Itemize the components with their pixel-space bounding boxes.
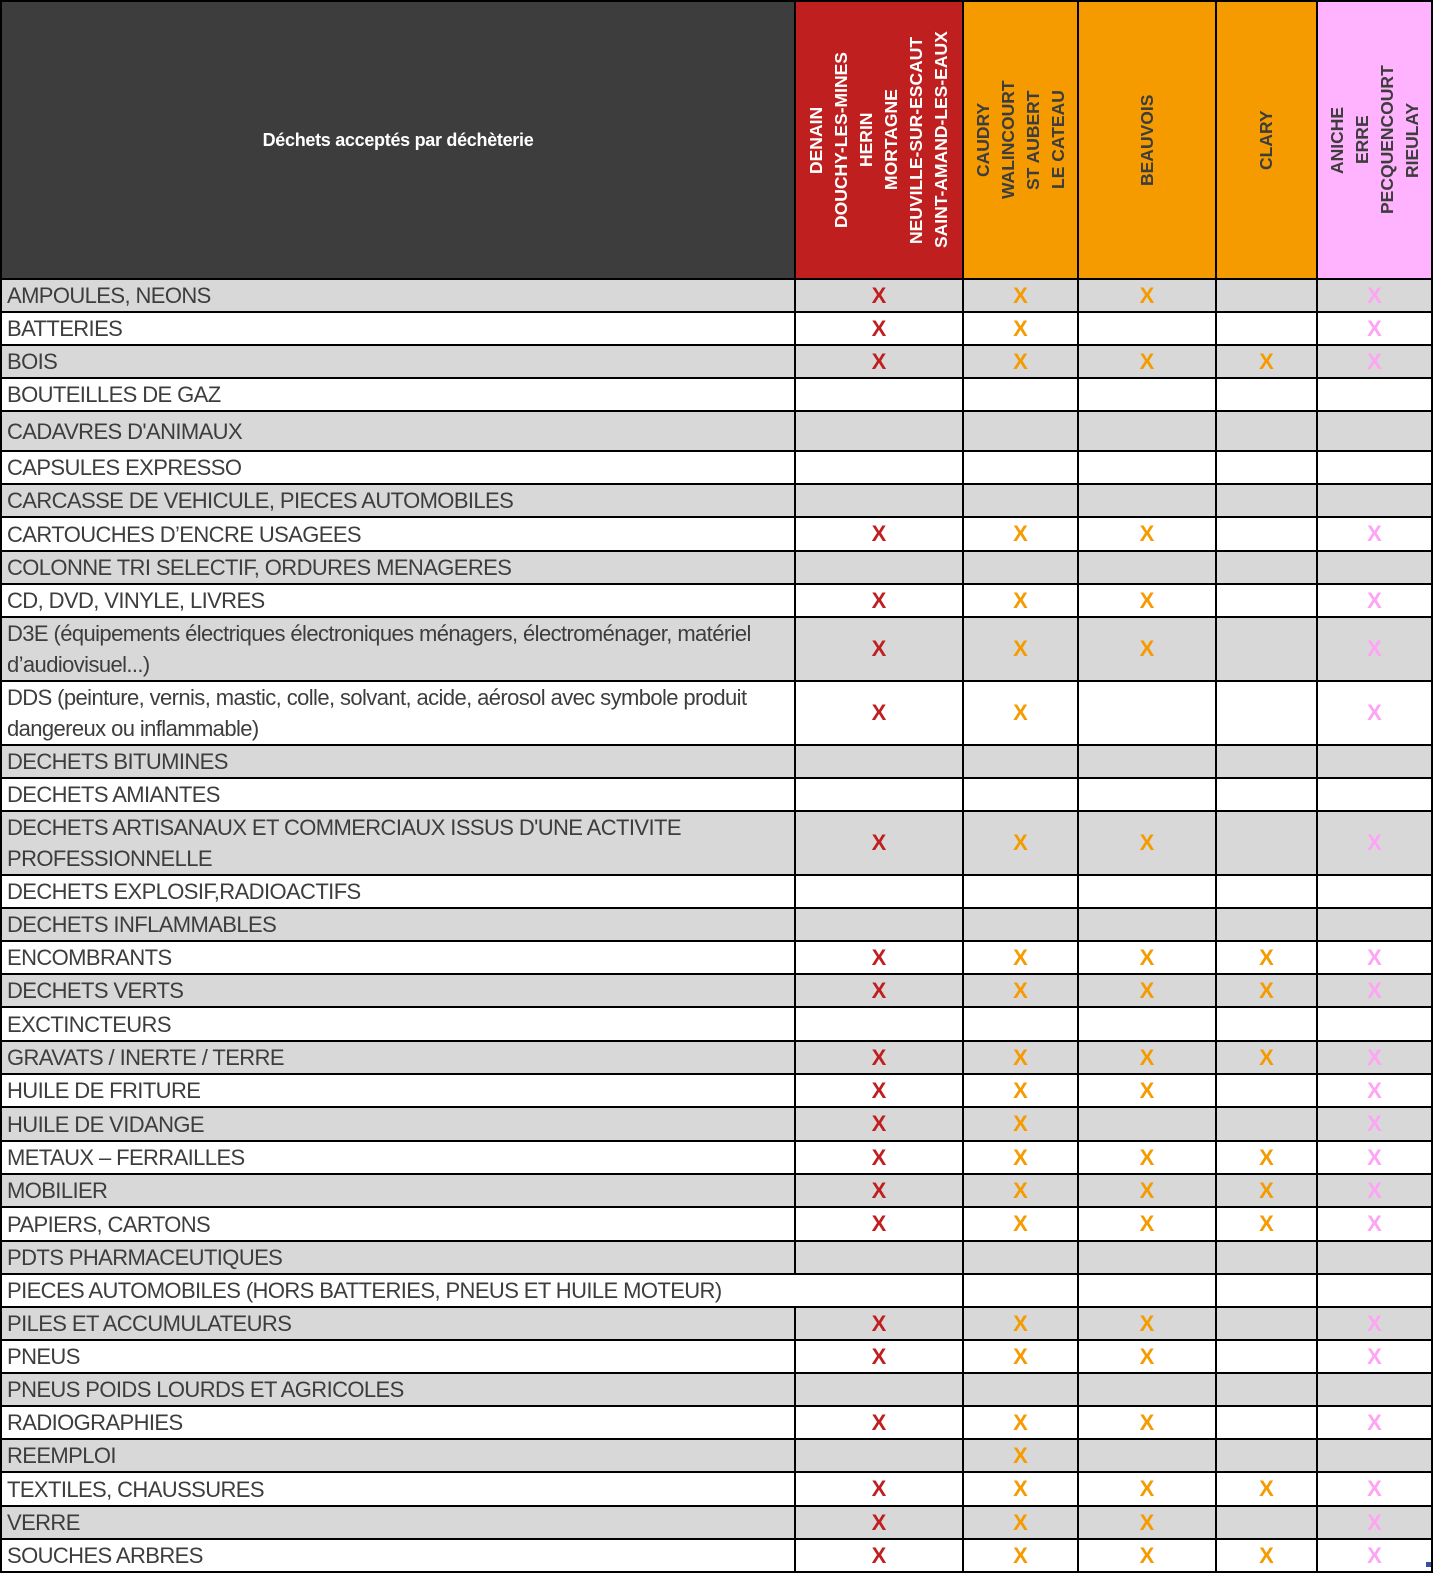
acceptance-mark: X <box>1317 1307 1432 1340</box>
acceptance-mark <box>1216 1307 1317 1340</box>
acceptance-mark <box>1317 411 1432 451</box>
acceptance-mark <box>1078 908 1216 941</box>
acceptance-mark <box>1317 451 1432 484</box>
waste-type-label: PNEUS POIDS LOURDS ET AGRICOLES <box>1 1373 795 1406</box>
acceptance-mark: X <box>1078 517 1216 551</box>
table-row <box>1 312 1432 345</box>
table-row <box>1 517 1432 551</box>
acceptance-mark: X <box>795 974 963 1007</box>
table-row <box>1 681 1432 745</box>
acceptance-mark: X <box>1078 1074 1216 1107</box>
acceptance-mark: X <box>1317 811 1432 875</box>
acceptance-mark <box>963 1007 1078 1041</box>
acceptance-mark <box>1078 312 1216 345</box>
acceptance-mark <box>1078 1007 1216 1041</box>
acceptance-mark <box>1078 778 1216 811</box>
acceptance-mark: X <box>963 1340 1078 1373</box>
acceptance-mark: X <box>795 1141 963 1174</box>
site-name: ANICHE ERRE PECQUENCOURT RIEULAY <box>1326 65 1422 215</box>
acceptance-mark: X <box>1078 1207 1216 1241</box>
table-row <box>1 778 1432 811</box>
acceptance-mark <box>963 411 1078 451</box>
acceptance-mark <box>795 908 963 941</box>
acceptance-mark <box>1216 1241 1317 1274</box>
acceptance-mark: X <box>1317 1174 1432 1207</box>
waste-type-label: BOUTEILLES DE GAZ <box>1 378 795 411</box>
waste-type-label: BOIS <box>1 345 795 378</box>
acceptance-mark: X <box>963 1041 1078 1074</box>
acceptance-mark <box>1317 745 1432 778</box>
waste-type-label: CADAVRES D'ANIMAUX <box>1 411 795 451</box>
acceptance-mark: X <box>1317 1472 1432 1506</box>
acceptance-mark: X <box>963 1406 1078 1439</box>
acceptance-mark: X <box>1216 1174 1317 1207</box>
acceptance-mark: X <box>1317 974 1432 1007</box>
waste-type-label: CARCASSE DE VEHICULE, PIECES AUTOMOBILES <box>1 484 795 517</box>
acceptance-mark: X <box>795 1472 963 1506</box>
acceptance-mark: X <box>795 312 963 345</box>
acceptance-mark: X <box>1216 1041 1317 1074</box>
site-header-beauvois <box>1078 1 1216 279</box>
acceptance-mark <box>1216 484 1317 517</box>
acceptance-mark: X <box>1078 1141 1216 1174</box>
waste-type-label: CD, DVD, VINYLE, LIVRES <box>1 584 795 617</box>
table-title: Déchets acceptés par déchèterie <box>1 1 795 279</box>
waste-type-label: DECHETS EXPLOSIF,RADIOACTIFS <box>1 875 795 908</box>
waste-type-label: DECHETS AMIANTES <box>1 778 795 811</box>
site-header-aniche-group <box>1317 1 1432 279</box>
acceptance-mark: X <box>963 811 1078 875</box>
table-row <box>1 484 1432 517</box>
waste-type-label: HUILE DE VIDANGE <box>1 1107 795 1141</box>
waste-type-label: PIECES AUTOMOBILES (HORS BATTERIES, PNEUS ET HUILE MOTEUR) <box>1 1274 963 1307</box>
acceptance-mark: X <box>963 584 1078 617</box>
table-row <box>1 617 1432 681</box>
table-row <box>1 378 1432 411</box>
acceptance-mark <box>1317 778 1432 811</box>
header-row <box>1 1 1432 279</box>
waste-type-label: SOUCHES ARBRES <box>1 1539 795 1572</box>
acceptance-mark: X <box>963 345 1078 378</box>
acceptance-mark: X <box>795 1207 963 1241</box>
table-row <box>1 1472 1432 1506</box>
acceptance-mark: X <box>795 345 963 378</box>
acceptance-mark <box>1216 378 1317 411</box>
acceptance-mark: X <box>1216 1539 1317 1572</box>
table-row <box>1 1539 1432 1572</box>
acceptance-mark <box>1216 451 1317 484</box>
waste-type-label: BATTERIES <box>1 312 795 345</box>
acceptance-mark <box>963 875 1078 908</box>
acceptance-mark <box>963 1241 1078 1274</box>
acceptance-mark <box>795 745 963 778</box>
acceptance-mark <box>1078 1241 1216 1274</box>
acceptance-mark: X <box>1078 584 1216 617</box>
acceptance-mark <box>963 1373 1078 1406</box>
acceptance-mark <box>1216 1274 1317 1307</box>
acceptance-mark <box>1216 811 1317 875</box>
acceptance-mark <box>963 1274 1078 1307</box>
acceptance-mark: X <box>963 974 1078 1007</box>
waste-type-label: METAUX – FERRAILLES <box>1 1141 795 1174</box>
acceptance-mark <box>1317 1241 1432 1274</box>
acceptance-mark: X <box>1317 584 1432 617</box>
acceptance-mark <box>1216 1373 1317 1406</box>
acceptance-mark <box>963 484 1078 517</box>
acceptance-mark <box>1078 1373 1216 1406</box>
acceptance-mark <box>1078 484 1216 517</box>
acceptance-mark: X <box>1078 279 1216 312</box>
acceptance-mark <box>963 451 1078 484</box>
waste-type-label: MOBILIER <box>1 1174 795 1207</box>
waste-type-label: TEXTILES, CHAUSSURES <box>1 1472 795 1506</box>
acceptance-mark: X <box>795 1107 963 1141</box>
waste-type-label: DECHETS ARTISANAUX ET COMMERCIAUX ISSUS D'UNE ACTIVITE PROFESSIONNELLE <box>1 811 795 875</box>
acceptance-mark: X <box>1216 1207 1317 1241</box>
acceptance-mark: X <box>1317 1539 1432 1572</box>
acceptance-mark: X <box>1216 1141 1317 1174</box>
table-row <box>1 1107 1432 1141</box>
acceptance-mark: X <box>1317 1506 1432 1539</box>
table-row <box>1 1074 1432 1107</box>
acceptance-mark <box>963 745 1078 778</box>
acceptance-mark <box>795 1373 963 1406</box>
acceptance-mark: X <box>963 1506 1078 1539</box>
acceptance-mark: X <box>795 1506 963 1539</box>
acceptance-mark: X <box>795 681 963 745</box>
acceptance-mark <box>1317 1274 1432 1307</box>
resize-handle-icon <box>1426 1562 1431 1567</box>
waste-type-label: DECHETS INFLAMMABLES <box>1 908 795 941</box>
site-name: CAUDRY WALINCOURT ST AUBERT LE CATEAU <box>972 80 1068 200</box>
acceptance-mark: X <box>1078 1174 1216 1207</box>
acceptance-mark <box>1216 745 1317 778</box>
waste-type-label: GRAVATS / INERTE / TERRE <box>1 1041 795 1074</box>
acceptance-mark <box>795 875 963 908</box>
table-row <box>1 875 1432 908</box>
acceptance-mark <box>1317 875 1432 908</box>
waste-type-label: DECHETS BITUMINES <box>1 745 795 778</box>
acceptance-mark: X <box>963 312 1078 345</box>
acceptance-mark: X <box>795 811 963 875</box>
acceptance-mark: X <box>1317 1107 1432 1141</box>
acceptance-mark: X <box>963 1141 1078 1174</box>
acceptance-mark: X <box>963 1207 1078 1241</box>
acceptance-mark: X <box>795 584 963 617</box>
acceptance-mark <box>1078 1439 1216 1472</box>
acceptance-mark <box>963 378 1078 411</box>
acceptance-mark <box>795 1439 963 1472</box>
acceptance-mark <box>795 378 963 411</box>
site-name: CLARY <box>1256 110 1276 170</box>
table-row <box>1 1041 1432 1074</box>
acceptance-mark: X <box>1078 1307 1216 1340</box>
acceptance-mark: X <box>963 1074 1078 1107</box>
acceptance-mark <box>1216 279 1317 312</box>
acceptance-mark: X <box>795 941 963 974</box>
table-row <box>1 1307 1432 1340</box>
table-row <box>1 908 1432 941</box>
acceptance-mark <box>1216 681 1317 745</box>
acceptance-mark: X <box>1317 517 1432 551</box>
acceptance-mark <box>1078 411 1216 451</box>
acceptance-mark: X <box>1216 941 1317 974</box>
acceptance-mark: X <box>963 617 1078 681</box>
acceptance-mark: X <box>1216 1472 1317 1506</box>
acceptance-mark <box>1317 1373 1432 1406</box>
acceptance-mark: X <box>1317 345 1432 378</box>
acceptance-mark: X <box>795 1340 963 1373</box>
acceptance-mark <box>1216 551 1317 584</box>
table-row <box>1 1373 1432 1406</box>
waste-type-label: CARTOUCHES D’ENCRE USAGEES <box>1 517 795 551</box>
acceptance-mark <box>1216 411 1317 451</box>
acceptance-mark <box>1078 1274 1216 1307</box>
acceptance-mark <box>1216 1340 1317 1373</box>
table-row <box>1 1506 1432 1539</box>
acceptance-mark: X <box>963 517 1078 551</box>
waste-type-label: PNEUS <box>1 1340 795 1373</box>
acceptance-mark <box>795 1241 963 1274</box>
table-row <box>1 974 1432 1007</box>
waste-type-label: EXCTINCTEURS <box>1 1007 795 1041</box>
waste-type-label: HUILE DE FRITURE <box>1 1074 795 1107</box>
acceptance-mark <box>1078 875 1216 908</box>
acceptance-mark: X <box>1078 1472 1216 1506</box>
table-row <box>1 411 1432 451</box>
acceptance-mark <box>1317 1439 1432 1472</box>
acceptance-mark: X <box>963 1174 1078 1207</box>
acceptance-mark: X <box>1078 1406 1216 1439</box>
table-row <box>1 1141 1432 1174</box>
acceptance-mark <box>1216 778 1317 811</box>
acceptance-mark <box>1317 378 1432 411</box>
acceptance-mark <box>795 484 963 517</box>
acceptance-mark: X <box>963 941 1078 974</box>
waste-type-label: REEMPLOI <box>1 1439 795 1472</box>
acceptance-mark: X <box>1317 617 1432 681</box>
acceptance-mark: X <box>795 1406 963 1439</box>
acceptance-mark <box>963 778 1078 811</box>
acceptance-mark <box>1078 681 1216 745</box>
acceptance-mark: X <box>963 1539 1078 1572</box>
acceptance-mark: X <box>795 1307 963 1340</box>
acceptance-mark: X <box>1317 941 1432 974</box>
acceptance-mark: X <box>963 681 1078 745</box>
acceptance-mark: X <box>1078 1041 1216 1074</box>
acceptance-mark <box>1317 908 1432 941</box>
acceptance-mark: X <box>795 1174 963 1207</box>
acceptance-mark: X <box>1078 617 1216 681</box>
acceptance-mark <box>963 908 1078 941</box>
acceptance-mark: X <box>963 1439 1078 1472</box>
table-row <box>1 1174 1432 1207</box>
acceptance-mark: X <box>1216 345 1317 378</box>
acceptance-mark: X <box>795 1539 963 1572</box>
table-row <box>1 1340 1432 1373</box>
acceptance-mark <box>1216 908 1317 941</box>
site-header-caudry-group <box>963 1 1078 279</box>
waste-type-label: AMPOULES, NEONS <box>1 279 795 312</box>
site-header-denain-group <box>795 1 963 279</box>
acceptance-mark <box>1317 484 1432 517</box>
acceptance-mark <box>1216 1007 1317 1041</box>
table-row <box>1 745 1432 778</box>
waste-type-label: ENCOMBRANTS <box>1 941 795 974</box>
acceptance-mark: X <box>1078 345 1216 378</box>
acceptance-mark <box>1216 1074 1317 1107</box>
waste-type-label: D3E (équipements électriques électroniques ménagers, électroménager, matériel d’audiovisuel...) <box>1 617 795 681</box>
acceptance-mark: X <box>795 1074 963 1107</box>
acceptance-mark <box>963 551 1078 584</box>
acceptance-mark <box>1078 551 1216 584</box>
table-row <box>1 1406 1432 1439</box>
acceptance-mark <box>795 778 963 811</box>
acceptance-mark: X <box>795 517 963 551</box>
acceptance-mark: X <box>1078 974 1216 1007</box>
waste-type-label: PILES ET ACCUMULATEURS <box>1 1307 795 1340</box>
acceptance-mark: X <box>1216 974 1317 1007</box>
table-row <box>1 551 1432 584</box>
acceptance-mark: X <box>1317 312 1432 345</box>
waste-type-label: CAPSULES EXPRESSO <box>1 451 795 484</box>
acceptance-mark <box>1216 517 1317 551</box>
acceptance-mark <box>1317 551 1432 584</box>
table-row <box>1 451 1432 484</box>
acceptance-mark <box>1078 745 1216 778</box>
acceptance-mark: X <box>1078 811 1216 875</box>
acceptance-mark <box>1078 1107 1216 1141</box>
acceptance-mark: X <box>1078 1340 1216 1373</box>
acceptance-mark: X <box>1078 1539 1216 1572</box>
acceptance-mark <box>795 411 963 451</box>
table-row <box>1 1439 1432 1472</box>
acceptance-mark: X <box>1317 681 1432 745</box>
acceptance-mark <box>795 1007 963 1041</box>
acceptance-mark <box>1216 1439 1317 1472</box>
table-row <box>1 941 1432 974</box>
site-name: DENAIN DOUCHY-LES-MINES HERIN MORTAGNE NEUVILLE-SUR-ESCAUT SAINT-AMAND-LES-EAUX <box>806 31 951 249</box>
acceptance-mark <box>1216 1406 1317 1439</box>
acceptance-mark: X <box>1078 1506 1216 1539</box>
acceptance-mark <box>1216 1506 1317 1539</box>
acceptance-mark <box>1078 451 1216 484</box>
table-row <box>1 279 1432 312</box>
acceptance-mark <box>1317 1007 1432 1041</box>
acceptance-mark <box>1216 312 1317 345</box>
waste-type-label: DECHETS VERTS <box>1 974 795 1007</box>
table-row <box>1 1207 1432 1241</box>
acceptance-mark: X <box>963 279 1078 312</box>
acceptance-mark: X <box>963 1307 1078 1340</box>
site-header-clary <box>1216 1 1317 279</box>
acceptance-mark: X <box>1317 1074 1432 1107</box>
acceptance-mark: X <box>795 1041 963 1074</box>
acceptance-mark <box>1216 1107 1317 1141</box>
acceptance-mark: X <box>1317 1406 1432 1439</box>
site-name: BEAUVOIS <box>1136 94 1157 186</box>
waste-type-label: DDS (peinture, vernis, mastic, colle, solvant, acide, aérosol avec symbole produit dangereux ou inflammable) <box>1 681 795 745</box>
waste-type-label: VERRE <box>1 1506 795 1539</box>
waste-type-label: COLONNE TRI SELECTIF, ORDURES MENAGERES <box>1 551 795 584</box>
acceptance-mark: X <box>795 617 963 681</box>
acceptance-mark <box>795 551 963 584</box>
acceptance-mark: X <box>963 1472 1078 1506</box>
acceptance-mark <box>1216 617 1317 681</box>
table-row <box>1 1241 1432 1274</box>
table-row <box>1 811 1432 875</box>
acceptance-mark: X <box>1317 1141 1432 1174</box>
acceptance-mark: X <box>1317 1207 1432 1241</box>
acceptance-mark: X <box>1317 1041 1432 1074</box>
acceptance-mark <box>1078 378 1216 411</box>
waste-type-label: RADIOGRAPHIES <box>1 1406 795 1439</box>
table-body <box>1 279 1432 1572</box>
table-row <box>1 584 1432 617</box>
waste-type-label: PAPIERS, CARTONS <box>1 1207 795 1241</box>
waste-type-label: PDTS PHARMACEUTIQUES <box>1 1241 795 1274</box>
table-row <box>1 1007 1432 1041</box>
acceptance-mark: X <box>795 279 963 312</box>
acceptance-mark <box>1216 875 1317 908</box>
table-row <box>1 1274 1432 1307</box>
acceptance-mark: X <box>963 1107 1078 1141</box>
table-row <box>1 345 1432 378</box>
acceptance-mark <box>795 451 963 484</box>
acceptance-mark: X <box>1078 941 1216 974</box>
acceptance-mark: X <box>1317 1340 1432 1373</box>
acceptance-mark: X <box>1317 279 1432 312</box>
acceptance-mark <box>1216 584 1317 617</box>
